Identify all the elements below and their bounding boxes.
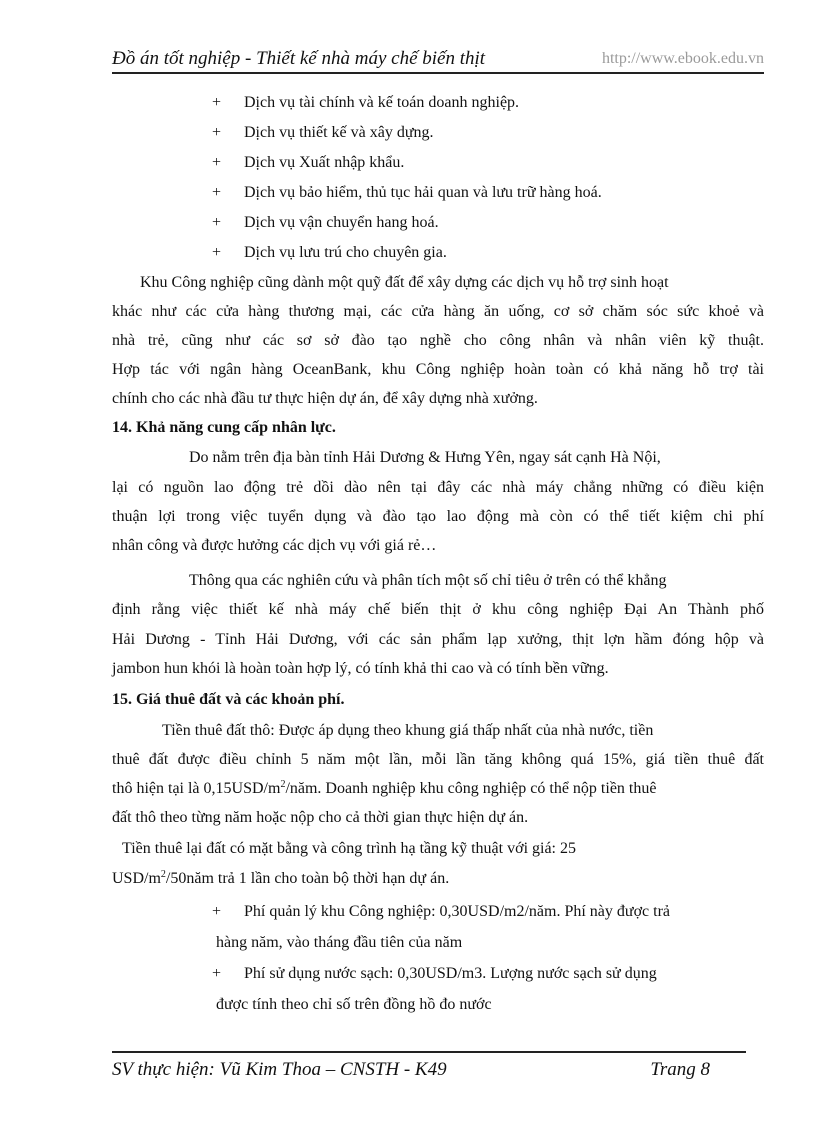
list-item-cont: được tính theo chỉ số trên đồng hồ đo nước [216, 996, 492, 1013]
paragraph-line: Tiền thuê đất thô: Được áp dụng theo khung giá thấp nhất của nhà nước, tiền [162, 722, 654, 739]
bullet-mark: + [212, 94, 222, 111]
paragraph-line: Hải Dương - Tỉnh Hải Dương, với các sản phẩm lạp xưởng, thịt lợn hầm đóng hộp và [112, 631, 764, 648]
paragraph-line: thuận lợi trong việc tuyển dụng và đào tạo lao động mà còn có thể tiết kiệm chi phí [112, 508, 764, 525]
list-item: Phí sử dụng nước sạch: 0,30USD/m3. Lượng nước sạch sử dụng [244, 965, 657, 982]
paragraph-line: định rằng việc thiết kế nhà máy chế biến thịt ở khu công nghiệp Đại An Thành phố [112, 601, 764, 618]
bullet-mark: + [212, 214, 222, 231]
list-item: Dịch vụ tài chính và kế toán doanh nghiệp. [244, 94, 520, 111]
paragraph-line [112, 780, 656, 798]
rent-price-text-cont: /năm. Doanh nghiệp khu công nghiệp có thể nộp tiền thuê [285, 780, 657, 797]
paragraph-line: jambon hun khói là hoàn toàn hợp lý, có tính khả thi cao và có tính bền vững. [112, 660, 609, 677]
section-heading-15: 15. Giá thuê đất và các khoản phí. [112, 691, 345, 708]
page-header [112, 44, 764, 74]
list-item: Dịch vụ Xuất nhập khẩu. [244, 154, 405, 171]
paragraph-line: nhân công và được hưởng các dịch vụ với giá rẻ… [112, 537, 437, 554]
document-title: Đồ án tốt nghiệp - Thiết kế nhà máy chế biến thịt [112, 48, 486, 69]
section-heading-14: 14. Khả năng cung cấp nhân lực. [112, 419, 336, 436]
paragraph-line: nhà trẻ, cũng như các sơ sở đào tạo nghề cho công nhân và nhân viên kỹ thuật. [112, 332, 764, 349]
rent-price-text: thô hiện tại là 0,15USD/m [112, 780, 281, 797]
list-item: Dịch vụ vận chuyển hang hoá. [244, 214, 439, 231]
paragraph-line [112, 870, 449, 888]
page-footer [112, 1051, 746, 1083]
paragraph-line: Thông qua các nghiên cứu và phân tích một số chỉ tiêu ở trên có thể khẳng [189, 572, 667, 589]
paragraph-line: Do nằm trên địa bàn tỉnh Hải Dương & Hưng Yên, ngay sát cạnh Hà Nội, [189, 449, 661, 466]
paragraph-line: lại có nguồn lao động trẻ dồi dào nên tại đây các nhà máy chẳng những có điều kiện [112, 479, 764, 496]
paragraph-line: đất thô theo từng năm hoặc nộp cho cả thời gian thực hiện dự án. [112, 809, 529, 826]
list-item: Phí quản lý khu Công nghiệp: 0,30USD/m2/năm. Phí này được trả [244, 903, 670, 920]
bullet-mark: + [212, 184, 222, 201]
list-item-cont: hàng năm, vào tháng đầu tiên của năm [216, 934, 463, 951]
paragraph-line: Tiền thuê lại đất có mặt bằng và công trình hạ tầng kỹ thuật với giá: 25 [122, 840, 576, 857]
paragraph-line: khác như các cửa hàng thương mại, các cửa hàng ăn uống, cơ sở chăm sóc sức khoẻ và [112, 303, 764, 320]
superscript: 2 [160, 869, 166, 880]
paragraph-line: thuê đất được điều chỉnh 5 năm một lần, mỗi lần tăng không quá 15%, giá tiền thuê đất [112, 751, 764, 768]
bullet-mark: + [212, 154, 222, 171]
lease-price-text-cont: /50năm trả 1 lần cho toàn bộ thời hạn dự án. [165, 870, 450, 887]
bullet-mark: + [212, 965, 222, 982]
source-url: http://www.ebook.edu.vn [601, 50, 764, 67]
bullet-mark: + [212, 124, 222, 141]
list-item: Dịch vụ thiết kế và xây dựng. [244, 124, 434, 141]
student-credit: SV thực hiện: Vũ Kim Thoa – CNSTH - K49 [112, 1059, 447, 1080]
bullet-mark: + [212, 903, 222, 920]
list-item: Dịch vụ bảo hiểm, thủ tục hải quan và lưu trữ hàng hoá. [244, 184, 602, 201]
lease-price-text: USD/m [112, 870, 161, 887]
paragraph-line: Hợp tác với ngân hàng OceanBank, khu Công nghiệp hoàn toàn có khả năng hỗ trợ tài [112, 361, 764, 378]
bullet-mark: + [212, 244, 222, 261]
superscript: 2 [280, 779, 286, 790]
paragraph-line: Khu Công nghiệp cũng dành một quỹ đất để xây dựng các dịch vụ hỗ trợ sinh hoạt [140, 274, 669, 291]
list-item: Dịch vụ lưu trú cho chuyên gia. [244, 244, 447, 261]
page-number: Trang 8 [650, 1059, 710, 1080]
paragraph-line: chính cho các nhà đầu tư thực hiện dự án, để xây dựng nhà xưởng. [112, 390, 538, 407]
